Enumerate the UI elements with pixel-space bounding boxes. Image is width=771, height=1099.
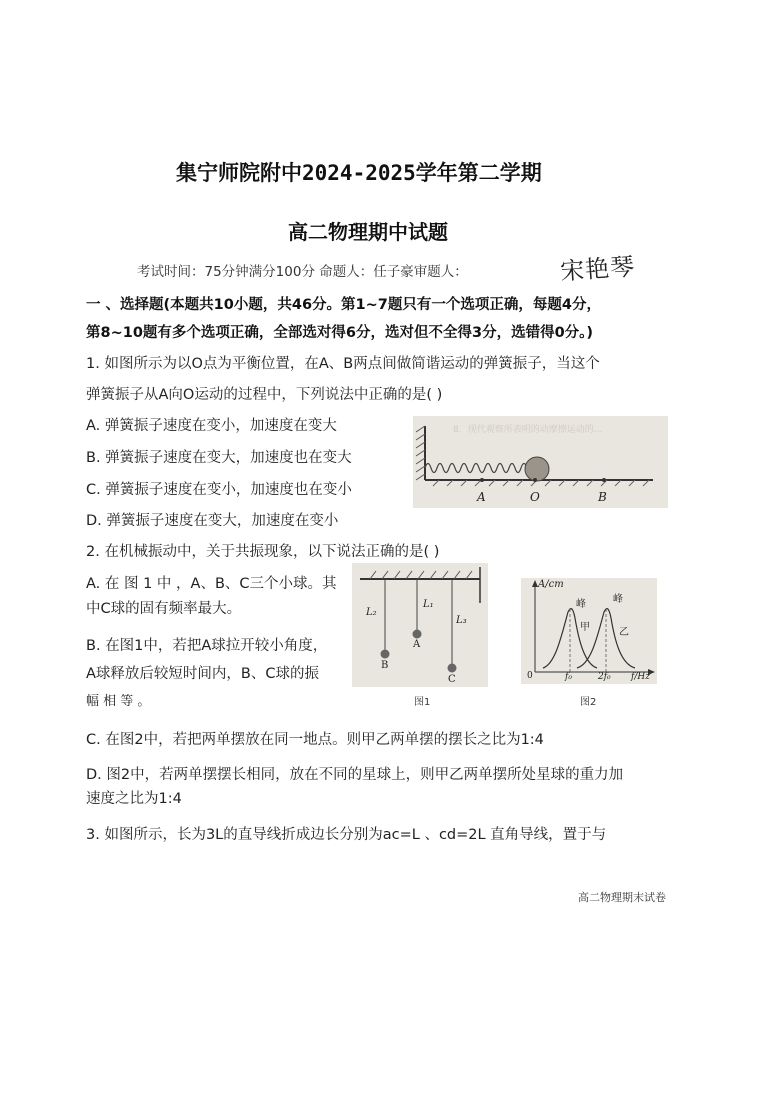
q1-stem-line1: 1. 如图所示为以O点为平衡位置，在A、B两点间做简谐运动的弹簧振子，当这个 bbox=[86, 356, 600, 372]
q1-option-d: D. 弹簧振子速度在变大，加速度在变小 bbox=[86, 513, 339, 529]
q2-option-b-line1: B. 在图1中，若把A球拉开较小角度， bbox=[86, 638, 328, 654]
fig2-series-yi: 乙 bbox=[619, 627, 629, 638]
q2-option-a-line1: A. 在 图 1 中 ，A、B、C三个小球。其 bbox=[86, 576, 337, 592]
exam-meta: 考试时间：75分钟满分100分 命题人：任子豪审题人： bbox=[137, 264, 468, 280]
q1-option-c: C. 弹簧振子速度在变小，加速度也在变小 bbox=[86, 482, 352, 498]
fig1-label-b: B bbox=[381, 660, 389, 671]
q2-option-c: C. 在图2中，若把两单摆放在同一地点。则甲乙两单摆的摆长之比为1:4 bbox=[86, 732, 544, 748]
q1-label-b: B bbox=[598, 490, 607, 504]
fig1-caption: 图1 bbox=[414, 697, 431, 708]
fig2-ylabel: A/cm bbox=[538, 579, 564, 590]
q2-option-d-line2: 速度之比为1:4 bbox=[86, 791, 182, 807]
q2-option-b-line2: A球释放后较短时间内，B、C球的振 bbox=[86, 666, 319, 682]
fig1-label-l3: L₃ bbox=[456, 615, 467, 626]
fig2-xlabel: f/Hz bbox=[631, 672, 650, 682]
fig2-caption: 图2 bbox=[580, 697, 597, 708]
fig2-peak-label-2: 峰 bbox=[613, 594, 623, 605]
fig1-label-l2: L₂ bbox=[366, 607, 377, 618]
q2-option-d-line1: D. 图2中，若两单摆摆长相同，放在不同的星球上，则甲乙两单摆所处星球的重力加 bbox=[86, 767, 624, 783]
q1-figure-spring-oscillator bbox=[413, 416, 668, 508]
q2-option-b-line3: 幅 相 等 。 bbox=[86, 694, 151, 709]
exam-title: 集宁师院附中2024-2025学年第二学期 bbox=[176, 161, 542, 185]
q2-figure1-pendulums bbox=[352, 563, 488, 687]
fig2-series-jia: 甲 bbox=[580, 622, 590, 633]
q2-option-a-line2: 中C球的固有频率最大。 bbox=[86, 601, 242, 617]
reviewer-signature: 宋艳琴 bbox=[559, 252, 637, 286]
section-heading-line1: 一 、选择题(本题共10小题，共46分。第1~7题只有一个选项正确，每题4分， bbox=[86, 297, 601, 313]
q1-label-o: O bbox=[530, 490, 540, 504]
q2-stem: 2. 在机械振动中，关于共振现象，以下说法正确的是( ) bbox=[86, 544, 440, 560]
fig2-peak-label-1: 峰 bbox=[576, 599, 586, 610]
fig2-tick-2f0: 2f₀ bbox=[598, 672, 611, 682]
fig1-label-l1: L₁ bbox=[423, 599, 434, 610]
q2-figure2-resonance-curves bbox=[521, 578, 657, 684]
fig1-label-c: C bbox=[448, 674, 456, 685]
q1-label-a: A bbox=[477, 490, 486, 504]
section-heading-line2: 第8~10题有多个选项正确，全部选对得6分，选对但不全得3分，选错得0分。) bbox=[86, 325, 594, 341]
page-footer: 高二物理期末试卷 bbox=[578, 891, 666, 904]
fig1-label-a: A bbox=[413, 639, 421, 650]
q3-stem: 3. 如图所示，长为3L的直导线折成边长分别为ac=L 、cd=2L 直角导线，置于与 bbox=[86, 827, 607, 843]
q1-option-b: B. 弹簧振子速度在变大，加速度也在变大 bbox=[86, 450, 352, 466]
fig2-origin: 0 bbox=[527, 671, 533, 681]
q1-figure-ghost-text: 8．现代观察所表明的动摩擦运动的... bbox=[453, 425, 603, 435]
exam-subtitle: 高二物理期中试题 bbox=[288, 220, 448, 244]
q1-option-a: A. 弹簧振子速度在变小，加速度在变大 bbox=[86, 418, 337, 434]
fig2-tick-f0: f₀ bbox=[565, 672, 572, 682]
q1-stem-line2: 弹簧振子从A向O运动的过程中，下列说法中正确的是( ) bbox=[86, 387, 443, 403]
